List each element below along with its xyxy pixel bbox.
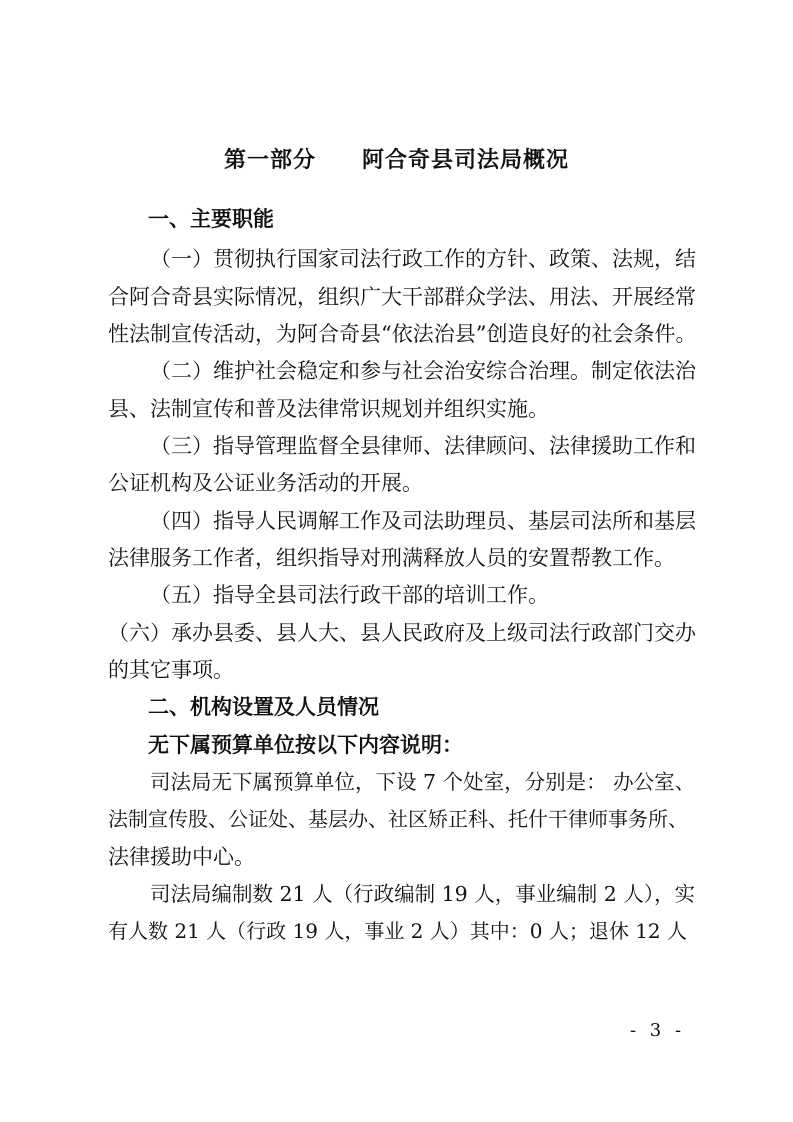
- paragraph-line: （三）指导管理监督全县律师、法律顾问、法律援助工作和: [150, 434, 696, 458]
- page-number: - 3 -: [630, 1020, 686, 1041]
- paragraph-line: 法制宣传股、公证处、基层办、社区矫正科、托什干律师事务所、: [108, 807, 688, 831]
- paragraph-line: （四）指导人民调解工作及司法助理员、基层司法所和基层: [150, 509, 696, 533]
- paragraph-line: 公证机构及公证业务活动的开展。: [108, 471, 423, 495]
- paragraph-line: （二）维护社会稳定和参与社会治安综合治理。制定依法治: [150, 359, 696, 383]
- paragraph-line: 合阿合奇县实际情况，组织广大干部群众学法、用法、开展经常: [108, 285, 696, 309]
- paragraph-line: 的其它事项。: [108, 658, 234, 682]
- subsection-heading: 无下属预算单位按以下内容说明：: [148, 733, 463, 757]
- paragraph-line: 法律援助中心。: [108, 845, 255, 869]
- section-heading-functions: 一、主要职能: [148, 207, 274, 231]
- paragraph-line: 司法局编制数 21 人（行政编制 19 人，事业编制 2 人），实: [150, 882, 696, 906]
- paragraph-line: 县、法制宣传和普及法律常识规划并组织实施。: [108, 397, 549, 421]
- paragraph-line: 司法局无下属预算单位，下设 7 个处室，分别是： 办公室、: [150, 770, 696, 794]
- paragraph-line: 有人数 21 人（行政 19 人，事业 2 人）其中：0 人；退休 12 人: [108, 919, 688, 943]
- paragraph-line: （五）指导全县司法行政干部的培训工作。: [150, 583, 549, 607]
- paragraph-line: 法律服务工作者，组织指导对刑满释放人员的安置帮教工作。: [108, 546, 675, 570]
- section-heading-organization: 二、机构设置及人员情况: [148, 695, 379, 719]
- paragraph-line: （六）承办县委、县人大、县人民政府及上级司法行政部门交办: [108, 621, 696, 645]
- paragraph-line: （一）贯彻执行国家司法行政工作的方针、政策、法规，结: [150, 247, 696, 271]
- paragraph-line: 性法制宣传活动，为阿合奇县“依法治县”创造良好的社会条件。: [108, 322, 697, 346]
- page-title: 第一部分 阿合奇县司法局概况: [223, 148, 569, 173]
